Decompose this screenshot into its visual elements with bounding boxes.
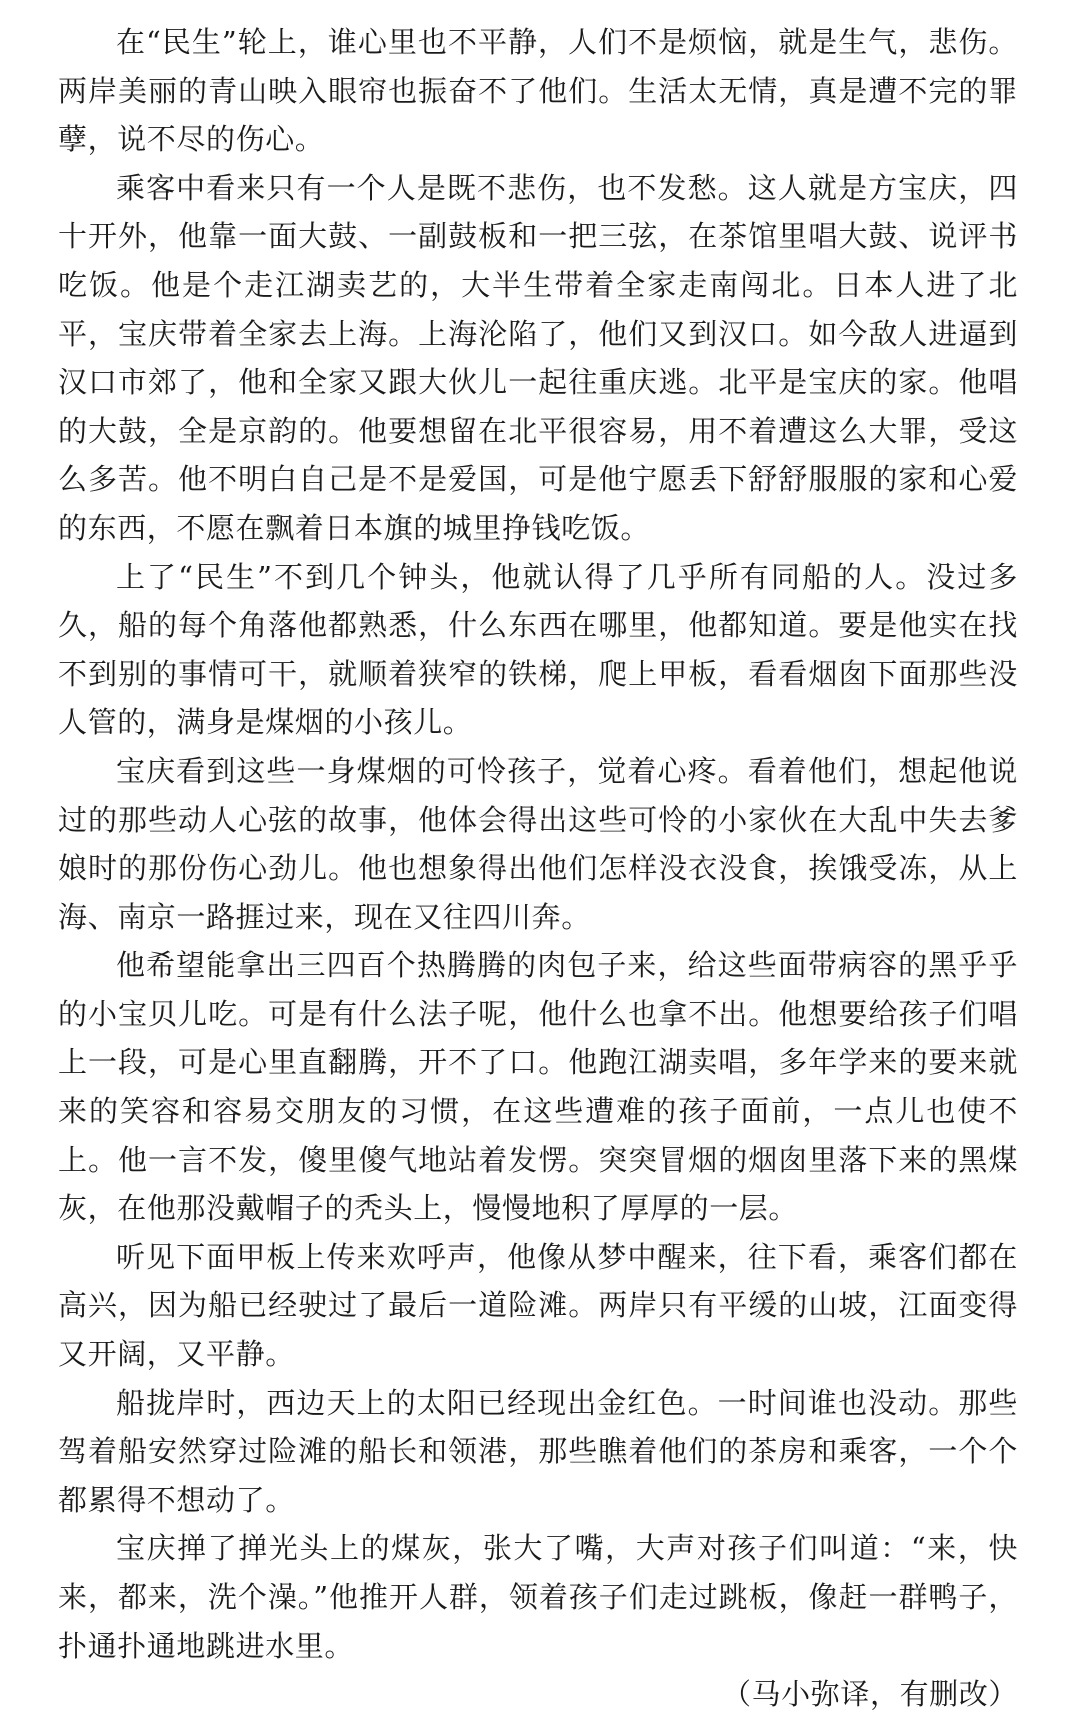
paragraph-5: 他希望能拿出三四百个热腾腾的肉包子来，给这些面带病容的黑乎乎的小宝贝儿吃。可是有什么法子呢，他什么也拿不出。他想要给孩子们唱上一段，可是心里直翻腾，开不了口。他跑江湖卖唱，多年学来的要来就来的笑容和容易交朋友的习惯，在这些遭难的孩子面前，一点儿也使不上。他一言不发，傻里傻气地站着发愣。突突冒烟的烟囱里落下来的黑煤灰，在他那没戴帽子的秃头上，慢慢地积了厚厚的一层。 [58,948,1018,1226]
paragraph-1: 在“民生”轮上，谁心里也不平静，人们不是烦恼，就是生气，悲伤。两岸美丽的青山映入眼帘也振奋不了他们。生活太无情，真是遭不完的罪孽，说不尽的伤心。 [58,25,1018,157]
paragraph-3: 上了“民生”不到几个钟头，他就认得了几乎所有同船的人。没过多久，船的每个角落他都熟悉，什么东西在哪里，他都知道。要是他实在找不到别的事情可干，就顺着狭窄的铁梯，爬上甲板，看看烟囱下面那些没人管的，满身是煤烟的小孩儿。 [58,559,1018,740]
paragraph-2: 乘客中看来只有一个人是既不悲伤，也不发愁。这人就是方宝庆，四十开外，他靠一面大鼓、一副鼓板和一把三弦，在茶馆里唱大鼓、说评书吃饭。他是个走江湖卖艺的，大半生带着全家走南闯北。日本人进了北平，宝庆带着全家去上海。上海沦陷了，他们又到汉口。如今敌人进逼到汉口市郊了，他和全家又跟大伙儿一起往重庆逃。北平是宝庆的家。他唱的大鼓，全是京韵的。他要想留在北平很容易，用不着遭这么大罪，受这么多苦。他不明白自己是不是爱国，可是他宁愿丢下舒舒服服的家和心爱的东西，不愿在飘着日本旗的城里挣钱吃饭。 [58,170,1018,545]
document-page [58,18,1018,1719]
paragraph-7: 船拢岸时，西边天上的太阳已经现出金红色。一时间谁也没动。那些驾着船安然穿过险滩的船长和领港，那些瞧着他们的茶房和乘客，一个个都累得不想动了。 [58,1385,1018,1517]
paragraph-8: 宝庆掸了掸光头上的煤灰，张大了嘴，大声对孩子们叫道：“来，快来，都来，洗个澡。”他推开人群，领着孩子们走过跳板，像赶一群鸭子，扑通扑通地跳进水里。 [58,1531,1018,1663]
paragraph-6: 听见下面甲板上传来欢呼声，他像从梦中醒来，往下看，乘客们都在高兴，因为船已经驶过了最后一道险滩。两岸只有平缓的山坡，江面变得又开阔，又平静。 [58,1239,1018,1372]
paragraph-4: 宝庆看到这些一身煤烟的可怜孩子，觉着心疼。看着他们，想起他说过的那些动人心弦的故事，他体会得出这些可怜的小家伙在大乱中失去爹娘时的那份伤心劲儿。他也想象得出他们怎样没衣没食，挨饿受冻，从上海、南京一路捱过来，现在又往四川奔。 [58,753,1018,934]
translator-attribution: （马小弥译，有删改） [721,1677,1018,1712]
